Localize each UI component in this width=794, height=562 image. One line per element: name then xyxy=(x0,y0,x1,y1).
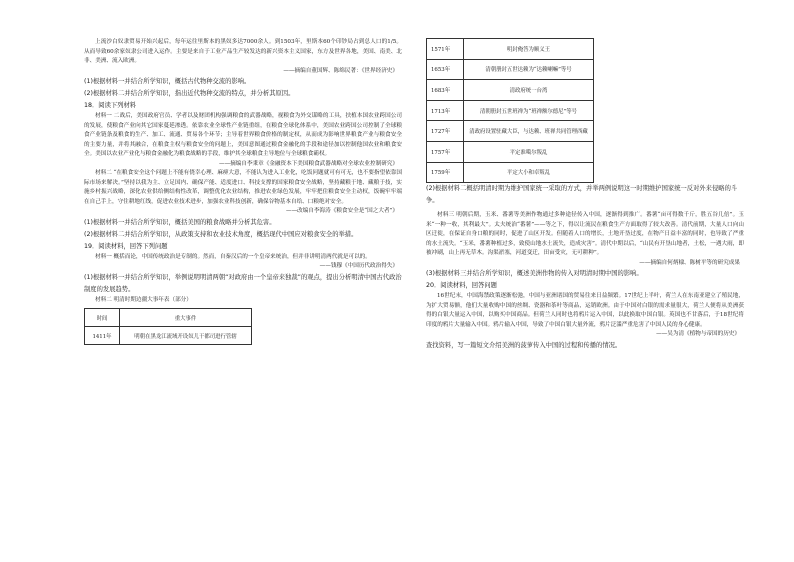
material-18-2-source: ——改编自李海涛《粮食安全是“国之大者”》 xyxy=(285,208,398,214)
question-17-2: (2)根据材料二并结合所学知识，指出近代物种交流的特点，并分析其原因。 xyxy=(84,90,295,97)
table-cell-time: 1683年 xyxy=(427,80,464,101)
table-header-row xyxy=(85,309,252,327)
table-cell-event: 平定大小和卓叛乱 xyxy=(464,162,594,183)
material-19-2-label: 材料二 明清时期边疆大事年表（部分） xyxy=(95,296,192,303)
material-source: ——摘编自董国辉、陈绵民著：《世界经济史》 xyxy=(283,67,398,74)
border-events-table-part1 xyxy=(84,308,252,345)
table-cell-event: 清政府统一台湾 xyxy=(464,80,594,101)
question-19-heading: 19．阅读材料，回答下列问题 xyxy=(84,242,168,250)
table-cell-time: 1727年 xyxy=(427,121,464,142)
question-20: 查找资料，写一篇短文介绍美洲的菠萝传入中国的过程和传播的情况。 xyxy=(426,341,622,349)
table-cell-time: 1759年 xyxy=(427,162,464,183)
table-cell-event: 清朝册封五世达赖为“达赖喇嘛”等号 xyxy=(464,59,594,80)
question-18-2: (2)根据材料二并结合所学知识，从政策支持和农业技术角度，概括现代中国应对粮食安全的举措。 xyxy=(84,230,358,238)
question-17-1: (1)根据材料一并结合所学知识，概括古代物种交流的影响。 xyxy=(84,78,251,85)
question-19-1: (1)根据材料一并结合所学知识，举例说明明清两朝“对政府由一个皇帝来独裁”的观点，提出分析明清中国古代政治制度的发展趋势。 xyxy=(84,273,402,293)
table-cell-time: 1757年 xyxy=(427,141,464,162)
table-cell-time: 1653年 xyxy=(427,59,464,80)
table-cell-event: 平定准噶尔叛乱 xyxy=(464,141,594,162)
question-20-heading: 20．阅读材料，回答问题 xyxy=(426,282,497,290)
table-cell-event: 清朝册封五世班禅为“班禅额尔德尼”等号 xyxy=(464,100,594,121)
question-19-3: (3)根据材料三并结合所学知识，概述美洲作物的传入对明清时期中国的影响。 xyxy=(426,270,643,278)
question-18-1: (1)根据材料一并结合所学知识，概括美国的粮食战略并分析其危害。 xyxy=(84,218,276,226)
table-row xyxy=(427,39,594,60)
table-cell-time: 1713年 xyxy=(427,100,464,121)
material-text: 上流沙白奴隶贸易开始兴起后，每年运往里斯本的黑奴多达7000余人。到1503年，里斯本60个印钞局占到总人口的1/5。从而导致60余家奴隶公司进入运作。主要是来自于工业产品生产较发达的新兴资本主义国家，东方及世界各地，美国、南美、北非、美洲、流入欧洲。 xyxy=(84,39,402,64)
table-row xyxy=(427,162,594,183)
table-header-time: 时间 xyxy=(85,309,120,327)
table-row xyxy=(427,100,594,121)
table-row xyxy=(427,141,594,162)
table-header-event: 重大事件 xyxy=(120,309,252,327)
material-18-2: 材料二 “在粮食安全这个问题上不能有侥幸心理、麻痹大意，不能认为进入工业化，吃饭问题就可有可无，也不要指望依靠国际市场来解决。”坚持以我为主、立足国内、确保产能、适度进口、科技支撑的国家粮食安全战略，坚持藏粮于地、藏粮于技，实施乡村振兴战略，深化农业供给侧结构性改革，调整优化农业结构，推进农业绿色发展，牢牢把住粮食安全主动权，饭碗牢牢端在自己手上，守住耕地红线，促进农业技术进步，加强农业科技创新，确保谷物基本自给、口粮绝对安全。 xyxy=(84,170,402,205)
table-cell-time: 1411年 xyxy=(85,327,120,345)
material-20: 16世纪末，中国海禁政策逐渐松弛，中国与亚洲诸国的贸易往来日益频繁。17世纪上半叶，荷兰人在东南亚建立了殖民地，为扩大贸易额，他们大量收购中国的丝绸、瓷器和茶叶等商品，运销欧洲。由于中国对白银的需求量很大，荷兰人便将从美洲获得的白银大量运入中国，以购买中国商品。但荷兰人同时也将鸦片运入中国，以此换取中国白银。英国也不甘落后，于18世纪将印度的鸦片大量输入中国。鸦片输入中国，导致了中国白银大量外流，鸦片泛滥严重危害了中国人民的身心健康。 xyxy=(426,293,744,328)
table-cell-event: 清政府设置驻藏大臣，与达赖、班禅共同管理西藏 xyxy=(464,121,594,142)
table-row xyxy=(427,121,594,142)
table-row xyxy=(427,80,594,101)
table-cell-time: 1571年 xyxy=(427,39,464,60)
question-18-heading: 18．阅读下列材料 xyxy=(84,102,137,109)
table-row xyxy=(85,327,252,345)
table-row xyxy=(427,59,594,80)
material-19-3-source: ——摘编自何炳棣、陈树平等的研究成果 xyxy=(639,259,740,266)
border-events-table-part2 xyxy=(426,38,594,183)
right-column xyxy=(426,38,744,352)
material-19-1-source: ——钱穆《中国历代政治得失》 xyxy=(319,263,398,269)
material-19-1: 材料一 概括而论，中国传统政治是专制的。然而，自秦汉后的一个皇帝来统治，但并非讲明清两代就是可以的。 xyxy=(95,253,371,260)
material-18-1: 材料一 二战后，美国政府官员、学者以及财团机构强调粮食的武器战略，视粮食为外交谋略的工具，扶植本国农业跨国公司的发展，使粮食产业向其它国家蔓延渗透。依靠农业全球性产业链重组，在粮食全球化体系中，美国农业跨国公司控制了全球粮食产业链条及粮食的生产、加工、流通、贸易各个环节；主导着世界粮食价格的制定权，从而成为影响世界粮食产业与粮食安全的主要力量，并将其融合，在粮食主权与粮食安全的问题上，美国意图通过粮食金融化的手段和途径加以控制他国农业和粮食安全。美国以农业产业化与粮食金融化为粮食战略的手段，维护其全球粮食主导地位与全球粮食霸权。 xyxy=(84,113,402,157)
left-column xyxy=(84,38,402,345)
table-cell-event: 明朝在黑龙江流域开设奴儿干都司进行管辖 xyxy=(120,327,252,345)
material-20-source: ——吴为清《植物与帝国的历史》 xyxy=(656,331,740,338)
material-18-1-source: ——摘编自李秉章《金融资本下美国粮食武器战略对全球农业控制研究》 xyxy=(218,160,398,167)
material-19-3: 材料三 明朝后期，玉米、番薯等美洲作物通过多种途径传入中国，逐渐得到推广。番薯“亩可得数千斤，胜五谷几倍”。玉米“一种一收，其利最大”。太夫统治“番薯”——等之下，得以让流民在粮食生产方面取得了较大改善。清代前期，大量人口向山区迁徙，在保证自身口粮的同时，促进了山区开发。但随着人口的增长，土地开垦过度，在物产日益丰富的同时，也导致了严重的水土流失。“玉米，番薯种植过多，致使山地水土流失，造成灾害”。清代中期以后，“山民有开垦山地者，土松，一遇大雨，即被冲刷，山上再无草木。沟渠淤塞，河道变迁，田亩受灾，无可耕种”。 xyxy=(426,212,744,257)
question-19-2: (2)根据材料二概括明清时期为维护国家统一采取的方式，并举两例说明这一时期维护国家统一反对外来侵略的斗争。 xyxy=(426,185,738,205)
table-cell-event: 明封俺答为顺义王 xyxy=(464,39,594,60)
